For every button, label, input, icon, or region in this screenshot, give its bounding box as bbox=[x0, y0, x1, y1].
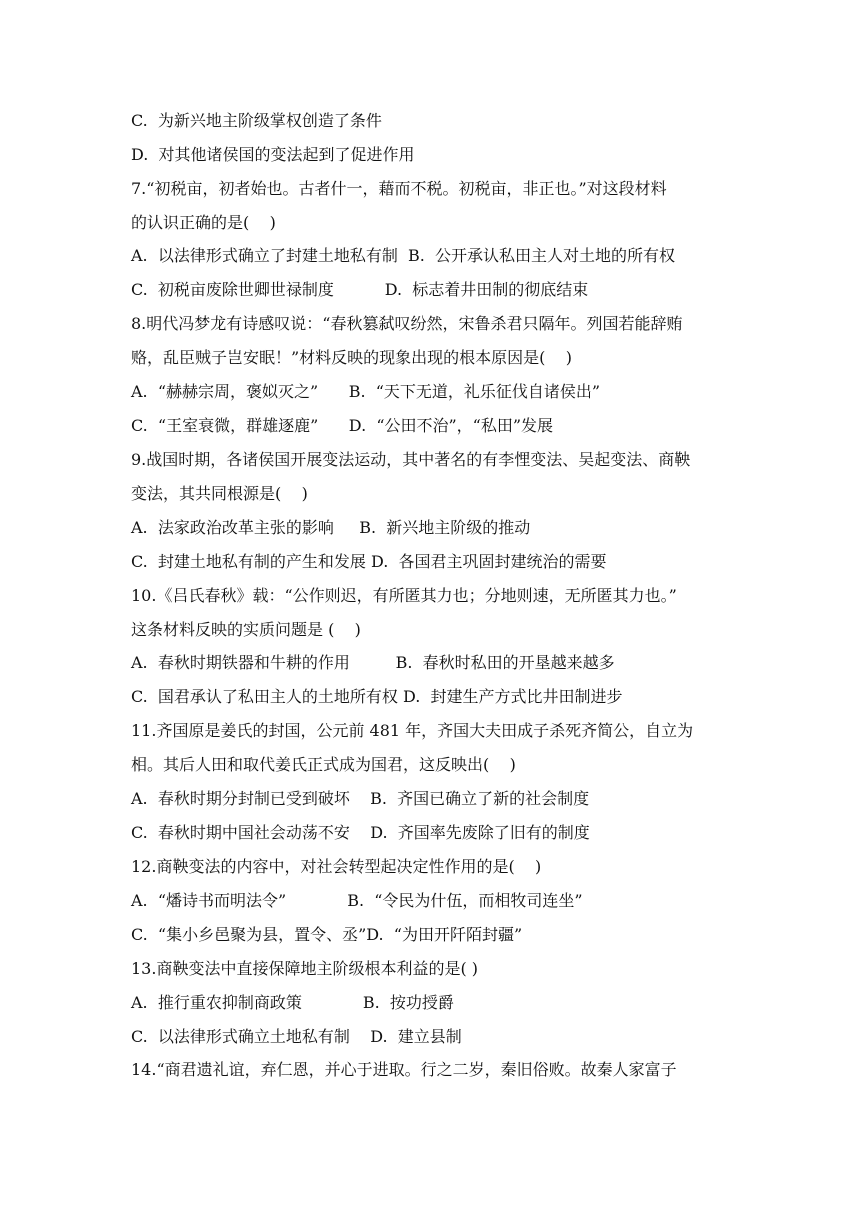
question-12-options-cd: C. “集小乡邑聚为县，置令、丞”D. “为田开阡陌封疆” bbox=[131, 925, 523, 944]
question-9-stem-cont: 变法，其共同根源是( ) bbox=[131, 484, 308, 503]
question-9-options-cd: C. 封建土地私有制的产生和发展 D. 各国君主巩固封建统治的需要 bbox=[131, 552, 607, 571]
question-7-stem: 7.“初税亩，初者始也。古者什一，藉而不税。初税亩，非正也。”对这段材料 bbox=[131, 179, 667, 198]
question-9-stem: 9.战国时期，各诸侯国开展变法运动，其中著名的有李悝变法、吴起变法、商鞅 bbox=[131, 450, 691, 469]
question-8-stem: 8.明代冯梦龙有诗感叹说：“春秋篡弑叹纷然，宋鲁杀君只隔年。列国若能辞贿 bbox=[131, 314, 683, 333]
question-12-options-ab: A. “燔诗书而明法令” B. “令民为什伍，而相牧司连坐” bbox=[131, 891, 583, 910]
question-8-options-cd: C. “王室衰微，群雄逐鹿” D. “公田不治”，“私田”发展 bbox=[131, 416, 554, 435]
question-11-options-ab: A. 春秋时期分封制已受到破坏 B. 齐国已确立了新的社会制度 bbox=[131, 789, 590, 808]
question-7-options-ab: A. 以法律形式确立了封建土地私有制 B. 公开承认私田主人对土地的所有权 bbox=[131, 246, 676, 265]
question-12-stem: 12.商鞅变法的内容中，对社会转型起决定性作用的是( ) bbox=[131, 857, 542, 876]
question-10-options-cd: C. 国君承认了私田主人的土地所有权 D. 封建生产方式比井田制进步 bbox=[131, 687, 623, 706]
question-13-options-ab: A. 推行重农抑制商政策 B. 按功授爵 bbox=[131, 993, 454, 1012]
question-14-stem: 14.“商君遗礼谊，弃仁恩，并心于进取。行之二岁，秦旧俗败。故秦人家富子 bbox=[131, 1060, 677, 1079]
question-9-options-ab: A. 法家政治改革主张的影响 B. 新兴地主阶级的推动 bbox=[131, 518, 531, 537]
option-c: C. 为新兴地主阶级掌权创造了条件 bbox=[131, 111, 382, 130]
question-13-stem: 13.商鞅变法中直接保障地主阶级根本利益的是( ) bbox=[131, 959, 479, 978]
option-d: D. 对其他诸侯国的变法起到了促进作用 bbox=[131, 145, 415, 164]
question-11-options-cd: C. 春秋时期中国社会动荡不安 D. 齐国率先废除了旧有的制度 bbox=[131, 823, 590, 842]
question-7-options-cd: C. 初税亩废除世卿世禄制度 D. 标志着井田制的彻底结束 bbox=[131, 280, 589, 299]
question-10-stem: 10.《吕氏春秋》载：“公作则迟，有所匿其力也；分地则速，无所匿其力也。” bbox=[131, 586, 677, 605]
question-10-stem-cont: 这条材料反映的实质问题是 ( ) bbox=[131, 620, 361, 639]
question-7-stem-cont: 的认识正确的是( ) bbox=[131, 213, 276, 232]
question-11-stem-cont: 相。其后人田和取代姜氏正式成为国君，这反映出( ) bbox=[131, 755, 516, 774]
question-10-options-ab: A. 春秋时期铁器和牛耕的作用 B. 春秋时私田的开垦越来越多 bbox=[131, 653, 615, 672]
question-8-stem-cont: 赂，乱臣贼子岂安眠！”材料反映的现象出现的根本原因是( ) bbox=[131, 348, 573, 367]
question-13-options-cd: C. 以法律形式确立土地私有制 D. 建立县制 bbox=[131, 1027, 462, 1046]
question-8-options-ab: A. “赫赫宗周，褒姒灭之” B. “天下无道，礼乐征伐自诸侯出” bbox=[131, 382, 601, 401]
question-11-stem: 11.齐国原是姜氏的封国，公元前 481 年，齐国大夫田成子杀死齐简公，自立为 bbox=[131, 721, 694, 740]
